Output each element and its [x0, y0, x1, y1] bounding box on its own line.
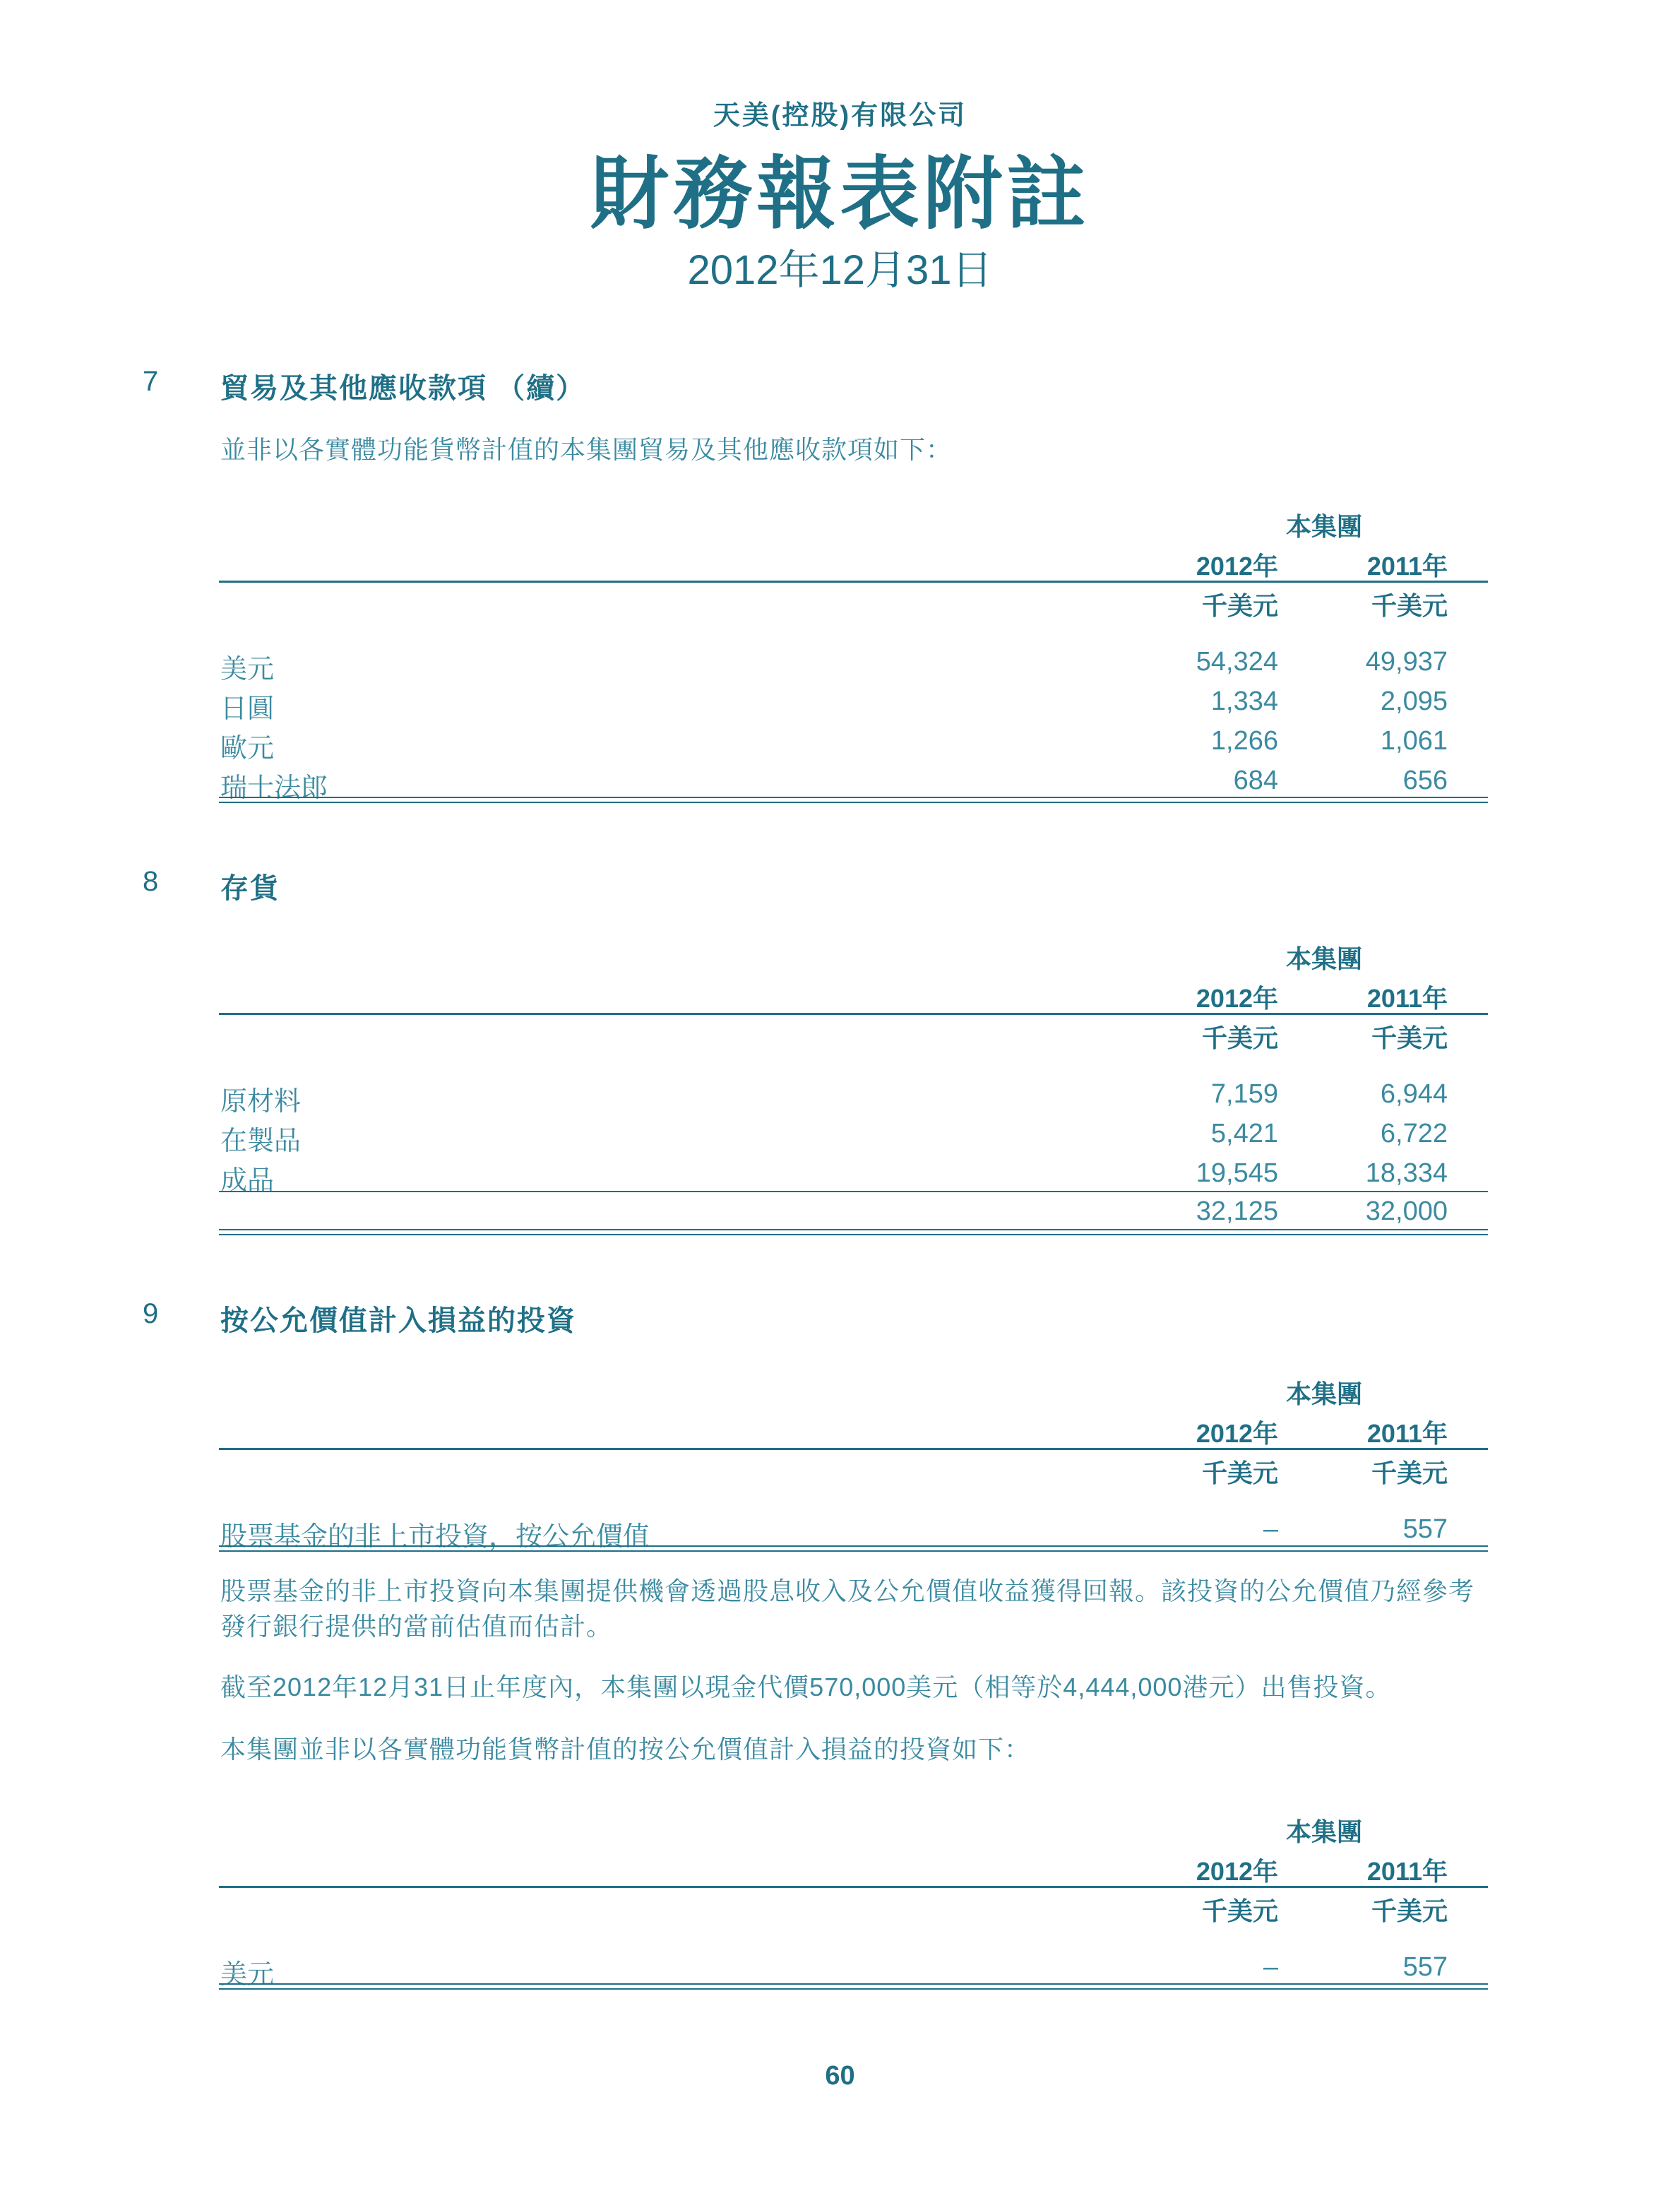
table-bottom-double-rule [219, 797, 1488, 803]
year-2012-header: 2012年 [1196, 1419, 1278, 1448]
table-cell-2012: 684 [1233, 766, 1278, 795]
table-row-label: 在製品 [220, 1127, 302, 1156]
table-cell-2012: 5,421 [1210, 1119, 1278, 1148]
table-cell-2011: 49,937 [1365, 647, 1448, 677]
table-cell-2011: 6,944 [1380, 1079, 1448, 1109]
section-9-paragraph: 本集團並非以各實體功能貨幣計值的按公允價值計入損益的投資如下： [220, 1735, 1031, 1764]
table-row-label: 原材料 [220, 1087, 302, 1117]
unit-2012-header: 千美元 [1201, 1896, 1278, 1925]
table-cell-2012: – [1263, 1514, 1278, 1544]
section-7-number: 7 [143, 366, 159, 397]
table-group-header: 本集團 [1285, 1817, 1362, 1846]
table-group-header: 本集團 [1285, 1379, 1362, 1408]
table-bottom-double-rule [219, 1983, 1488, 1990]
table-row-label: 美元 [220, 655, 275, 684]
year-2011-header: 2011年 [1366, 1419, 1448, 1448]
table-cell-2012: – [1263, 1952, 1278, 1982]
subtotal-rule [219, 1191, 1488, 1192]
table-cell-2012: 19,545 [1196, 1158, 1278, 1188]
table-cell-2011: 557 [1402, 1952, 1448, 1982]
section-9-number: 9 [143, 1298, 159, 1329]
table-row-label: 美元 [220, 1960, 275, 1990]
table-cell-2011: 1,061 [1380, 726, 1448, 756]
section-9-paragraph: 股票基金的非上市投資向本集團提供機會透過股息收入及公允價值收益獲得回報。該投資的公允價值乃經參考發行銀行提供的當前估值而估計。 [220, 1576, 1475, 1641]
table-cell-2012: 1,266 [1210, 726, 1278, 756]
table-row-label: 瑞士法郎 [220, 773, 328, 803]
table-row-label: 股票基金的非上市投資，按公允價值 [220, 1522, 650, 1552]
table-header-rule [219, 581, 1488, 583]
year-2011-header: 2011年 [1366, 1857, 1448, 1886]
year-2012-header: 2012年 [1196, 1857, 1278, 1886]
table-cell-2011: 18,334 [1365, 1158, 1448, 1188]
table-header-rule [219, 1013, 1488, 1015]
page-title: 財務報表附註 [590, 150, 1090, 238]
unit-2011-header: 千美元 [1371, 591, 1448, 620]
table-row-label: 日圓 [220, 694, 275, 724]
table-group-header: 本集團 [1285, 512, 1362, 541]
table-cell-2012: 1,334 [1210, 687, 1278, 716]
unit-2011-header: 千美元 [1371, 1896, 1448, 1925]
year-2011-header: 2011年 [1366, 552, 1448, 581]
table-group-header: 本集團 [1285, 944, 1362, 973]
unit-2011-header: 千美元 [1371, 1459, 1448, 1487]
table-header-rule [219, 1886, 1488, 1888]
unit-2012-header: 千美元 [1201, 1023, 1278, 1052]
unit-2011-header: 千美元 [1371, 1023, 1448, 1052]
table-cell-2011: 2,095 [1380, 687, 1448, 716]
report-date: 2012年12月31日 [687, 247, 993, 293]
table-total-2012: 32,125 [1196, 1196, 1278, 1226]
page-number: 60 [825, 2061, 855, 2091]
table-total-2011: 32,000 [1365, 1196, 1448, 1226]
company-name: 天美(控股)有限公司 [713, 101, 967, 131]
unit-2012-header: 千美元 [1201, 591, 1278, 620]
year-2012-header: 2012年 [1196, 552, 1278, 581]
table-cell-2012: 54,324 [1196, 647, 1278, 677]
table-cell-2012: 7,159 [1210, 1079, 1278, 1109]
unit-2012-header: 千美元 [1201, 1459, 1278, 1487]
table-cell-2011: 6,722 [1380, 1119, 1448, 1148]
table-cell-2011: 656 [1402, 766, 1448, 795]
section-7-title: 貿易及其他應收款項 （續） [220, 373, 586, 404]
table-header-rule [219, 1448, 1488, 1450]
section-9-title: 按公允價值計入損益的投資 [220, 1305, 576, 1336]
section-8-title: 存貨 [220, 873, 280, 904]
table-bottom-double-rule [219, 1545, 1488, 1552]
table-row-label: 成品 [220, 1166, 275, 1196]
section-7-intro: 並非以各實體功能貨幣計值的本集團貿易及其他應收款項如下： [220, 435, 953, 464]
table-cell-2011: 557 [1402, 1514, 1448, 1544]
section-8-number: 8 [143, 866, 159, 897]
table-bottom-double-rule [219, 1229, 1488, 1235]
section-9-paragraph: 截至2012年12月31日止年度內，本集團以現金代價570,000美元（相等於4,444,000港元）出售投資。 [220, 1673, 1392, 1701]
year-2012-header: 2012年 [1196, 984, 1278, 1013]
year-2011-header: 2011年 [1366, 984, 1448, 1013]
table-row-label: 歐元 [220, 734, 275, 764]
